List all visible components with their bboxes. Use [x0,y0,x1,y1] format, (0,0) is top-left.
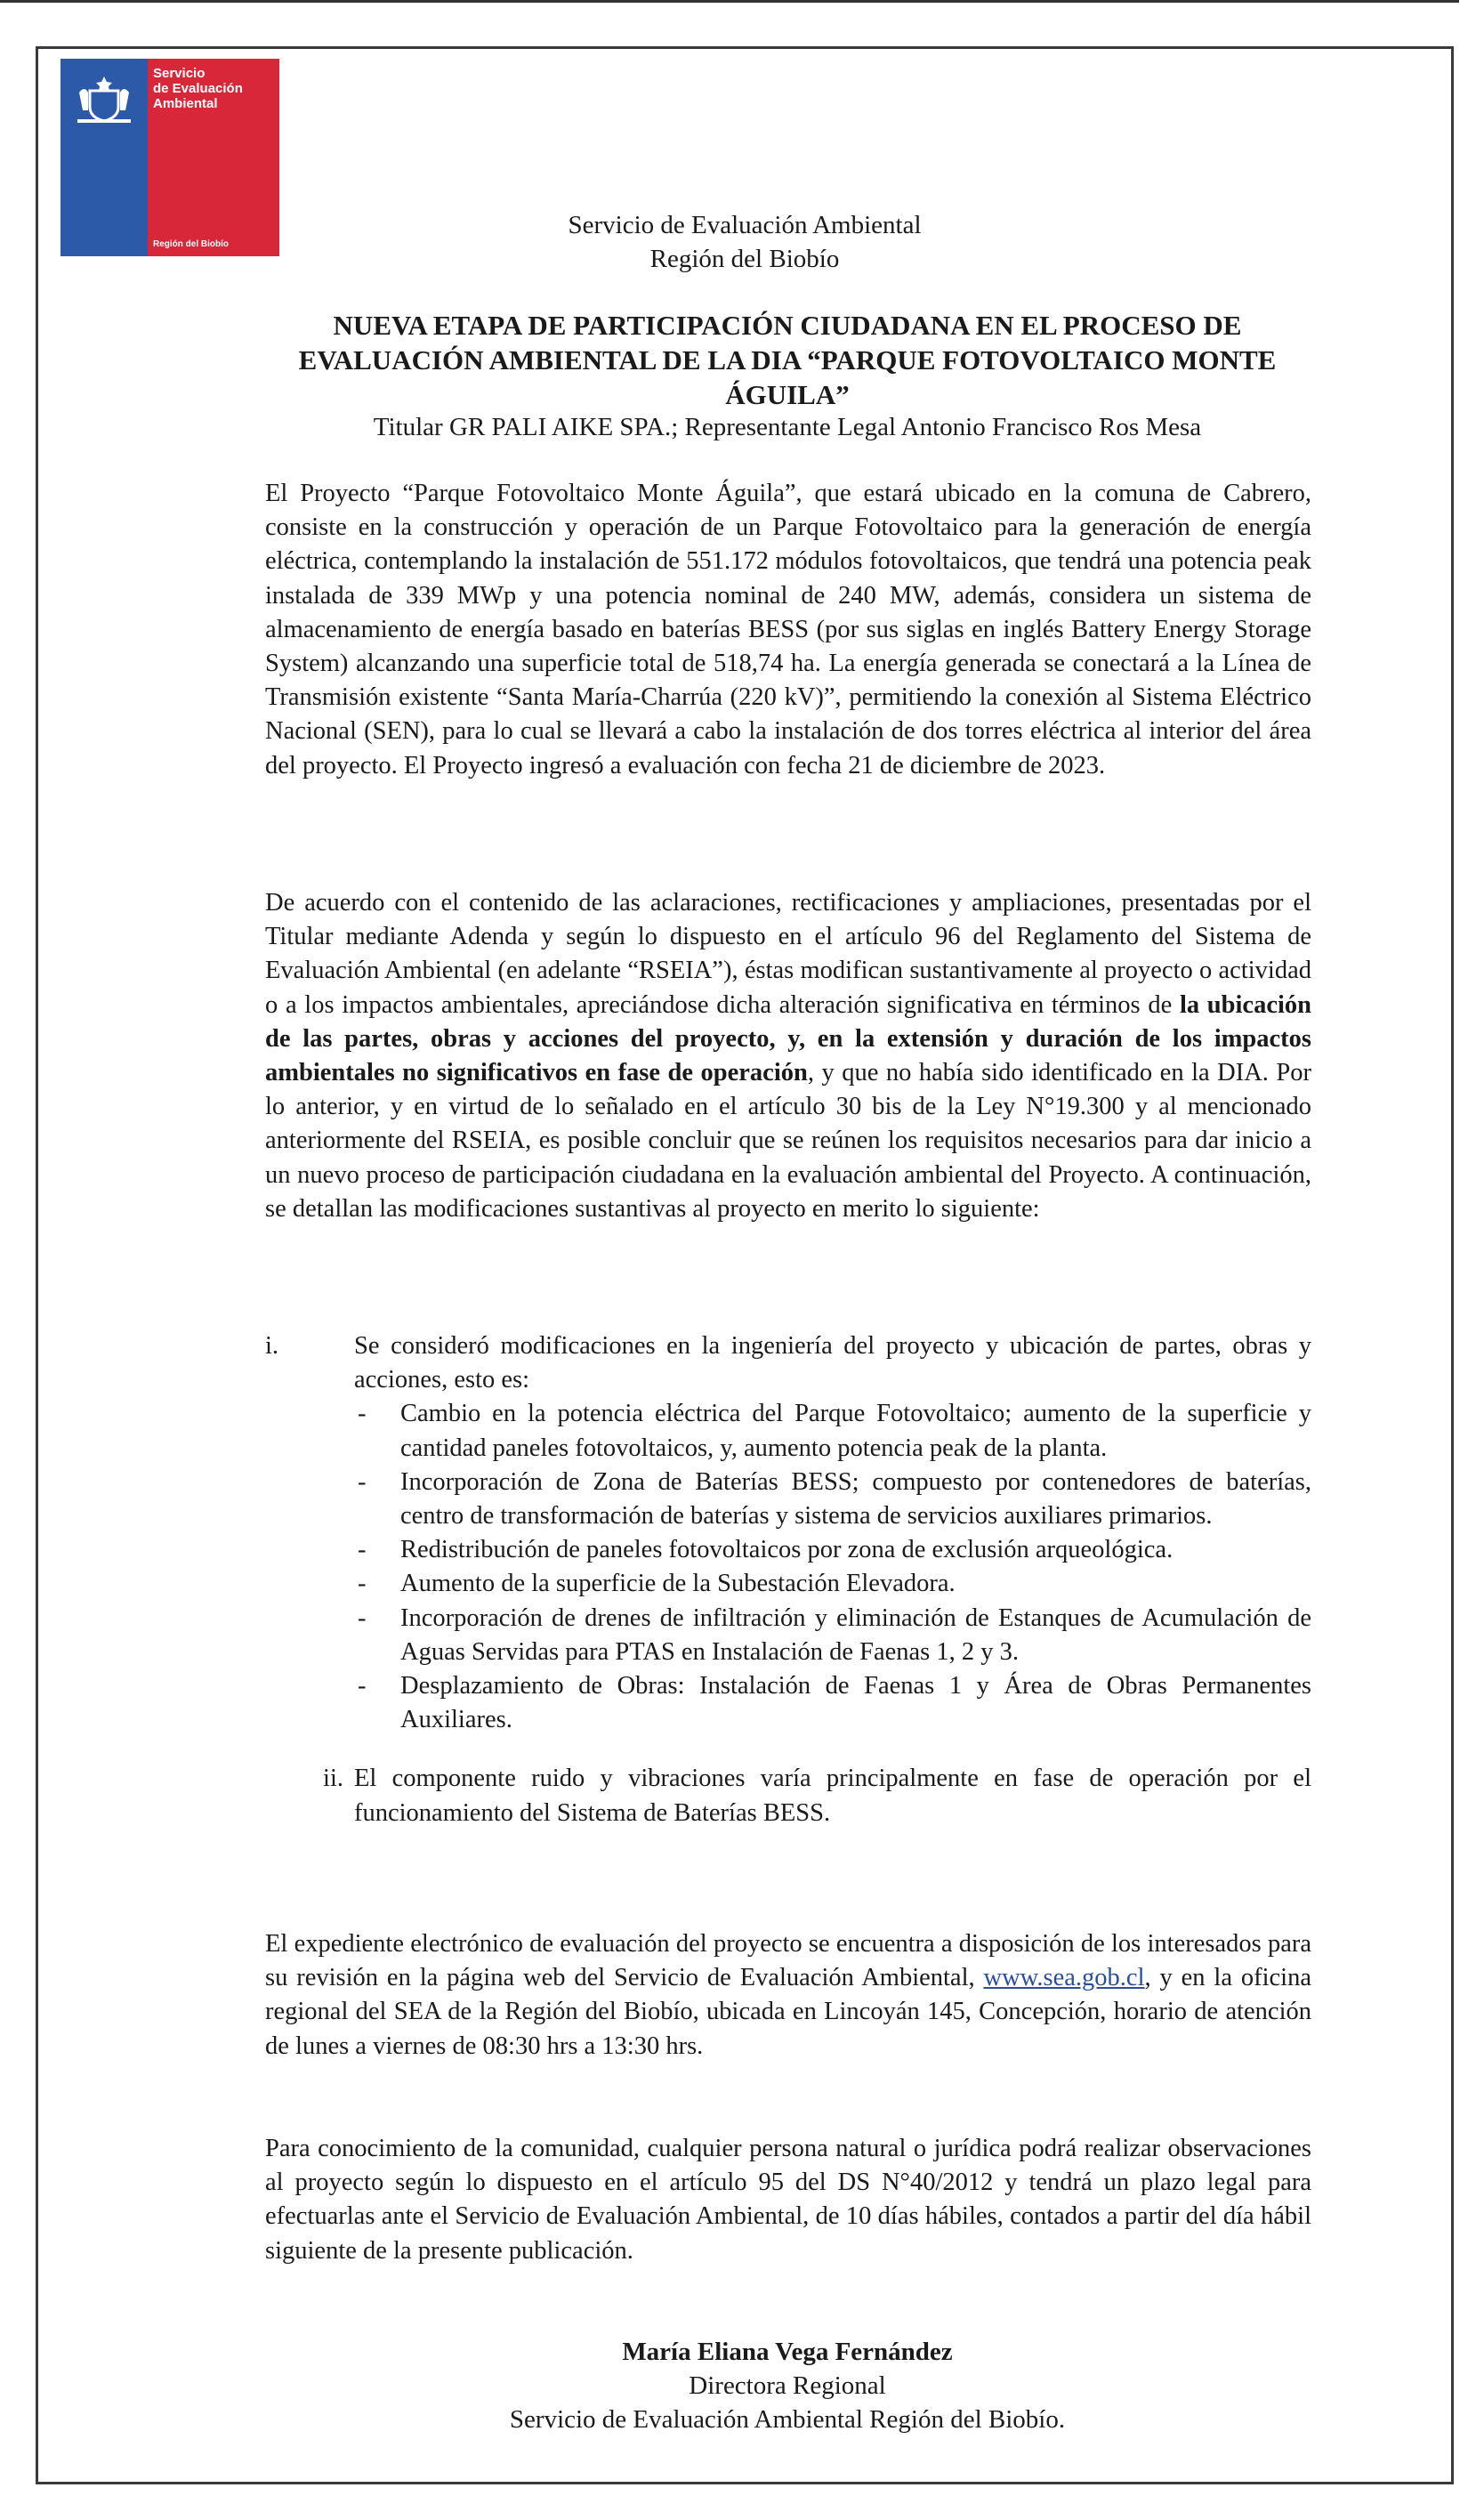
logo-name: Servicio de Evaluación Ambiental [153,66,243,111]
list-subitem: - Desplazamiento de Obras: Instalación de Faenas 1 y Área de Obras Permanentes Auxiliares. [358,1672,1311,1734]
paragraph-observations: Para conocimiento de la comunidad, cualquier persona natural o jurídica podrá realizar observaciones al proyecto según lo dispuesto en el artículo 95 del DS N°40/2012 y tendrá un plazo legal para efectuarlas ante el Servicio de Evaluación Ambiental, de 10 días hábiles, contados a partir del día hábil siguiente de la presente publicación. [265,2135,1311,2265]
list-subitem: - Redistribución de paneles fotovoltaicos por zona de exclusión arqueológica. [358,1536,1173,1564]
signatory-name: María Eliana Vega Fernández [622,2338,953,2366]
paragraph-project-description: El Proyecto “Parque Fotovoltaico Monte Águila”, que estará ubicado en la comuna de Cabrero, consiste en la construcción y operación de un Parque Fotovoltaico para la generación de energía eléctrica, contemplando la instalación de 551.172 módulos fotovoltaicos, que tendrá una potencia peak instalada de 339 MWp y una potencia nominal de 240 MW, además, considera un sistema de almacenamiento de energía basado en baterías BESS (por sus siglas en inglés Battery Energy Storage System) alcanzando una superficie total de 518,74 ha. La energía generada se conectará a la Línea de Transmisión existente “Santa María-Charrúa (220 kV)”, permitiendo la conexión al Sistema Eléctrico Nacional (SEN), para lo cual se llevará a cabo la instalación de dos torres eléctrica al interior del área del proyecto. El Proyecto ingresó a evaluación con fecha 21 de diciembre de 2023. [265,480,1311,779]
notice-subtitle: Titular GR PALI AIKE SPA.; Representante Legal Antonio Francisco Ros Mesa [373,413,1202,441]
coat-of-arms-icon [60,59,148,139]
list-subitem: - Aumento de la superficie de la Subestación Elevadora. [358,1570,956,1598]
signatory-role: Directora Regional [689,2371,886,2400]
header-region: Región del Biobío [649,245,840,273]
list-subitem: - Incorporación de drenes de infiltración y eliminación de Estanques de Acumulación de Aguas Servidas para PTAS en Instalación de Faenas 1, 2 y 3. [358,1603,1311,1666]
notice-title: NUEVA ETAPA DE PARTICIPACIÓN CIUDADANA EN EL PROCESO DE EVALUACIÓN AMBIENTAL DE LA DIA “PARQUE FOTOVOLTAICO MONTE ÁGUILA” [298,310,1277,410]
list-item: i. Se consideró modificaciones en la ingeniería del proyecto y ubicación de partes, obras y acciones, esto es: [265,1332,1311,1394]
paragraph-expediente: El expediente electrónico de evaluación del proyecto se encuentra a disposición de los interesados para su revisión en la página web del Servicio de Evaluación Ambiental, www.sea.gob.cl, y en la oficina regional del SEA de la Región del Biobío, ubicada en Lincoyán 145, Concepción, horario de atención de lunes a viernes de 08:30 hrs a 13:30 hrs. [265,1930,1311,2060]
list-item: ii. El componente ruido y vibraciones varía principalmente en fase de operación por el funcionamiento del Sistema de Baterías BESS. [323,1765,1311,1827]
modifications-list [265,1329,1311,1830]
header-agency: Servicio de Evaluación Ambiental [568,211,922,239]
list-subitem: - Cambio en la potencia eléctrica del Parque Fotovoltaico; aumento de la superficie y cantidad paneles fotovoltaicos, y, aumento potencia peak de la planta. [358,1400,1311,1462]
signatory-organization: Servicio de Evaluación Ambiental Región del Biobío. [509,2405,1066,2434]
sea-website-link[interactable]: www.sea.gob.cl [983,1964,1145,1992]
logo-region: Región del Biobío [153,239,229,249]
top-rule [0,0,1459,3]
list-subitem: - Incorporación de Zona de Baterías BESS; compuesto por contenedores de baterías, centro de transformación de baterías y sistema de servicios auxiliares primarios. [358,1467,1311,1531]
paragraph-modifications: De acuerdo con el contenido de las aclaraciones, rectificaciones y ampliaciones, presentadas por el Titular mediante Adenda y según lo dispuesto en el artículo 96 del Reglamento del Sistema de Evaluación Ambiental (en adelante “RSEIA”), éstas modifican sustantivamente al proyecto o actividad o a los impactos ambientales, apreciándose dicha alteración significativa en términos de la ubicación de las partes, obras y acciones del proyecto, y, en la extensión y duración de los impactos ambientales no significativos en fase de operación, y que no había sido identificado en la DIA. Por lo anterior, y en virtud de lo señalado en el artículo 30 bis de la Ley N°19.300 y al mencionado anteriormente del RSEIA, es posible concluir que se reúnen los requisitos necesarios para dar inicio a un nuevo proceso de participación ciudadana en la evaluación ambiental del Proyecto. A continuación, se detallan las modificaciones sustantivas al proyecto en merito lo siguiente: [265,889,1311,1223]
